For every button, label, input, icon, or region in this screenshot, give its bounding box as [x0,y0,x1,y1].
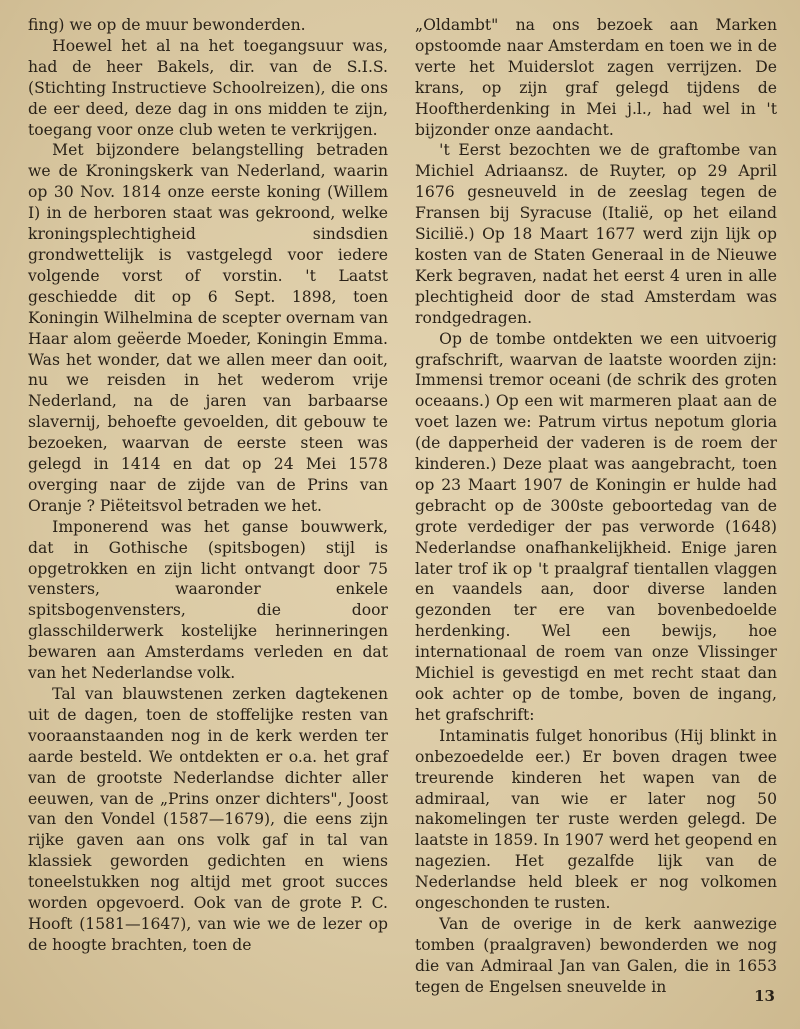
page-number: 13 [754,987,775,1005]
paragraph-3: Met bijzondere belangstelling betraden we de Kroningskerk van Nederland, waarin op 30 Nov. 1814 onze eerste koning (Willem I) in de herboren staat was gekroond, welke kroningsplechtigheid sindsdien grondwettelijk is vastgelegd voor iedere volgende vorst of vorstin. 't Laatst geschiedde dit op 6 Sept. 1898, toen Koningin Wilhelmina de scepter overnam van Haar alom geëerde Moeder, Koningin Emma. Was het wonder, dat we allen meer dan ooit, nu we reisden in het wederom vrije Nederland, na de jaren van barbaarse slavernij, behoefte gevoelden, dit gebouw te bezoeken, waarvan de eerste steen was gelegd in 1414 en dat op 24 Mei 1578 overging naar de zijde van de Prins van Oranje ? Piëteitsvol betraden we het. [28,141,388,515]
paragraph-8: Op de tombe ontdekten we een uitvoerig grafschrift, waarvan de laatste woorden zijn: Immensi tremor oceani (de schrik des groten oceaans.) Op een wit marmeren plaat aan de voet lazen we: Patrum virtus nepotum gloria (de dapperheid der vaderen is de roem der kinderen.) Deze plaat was aangebracht, toen op 23 Maart 1907 de Koningin er hulde had gebracht op de 300ste geboortedag van de grote verdediger der pas verworde (1648) Nederlandse onafhankelijkheid. Enige jaren later trof ik op 't praalgraf tientallen vlaggen en vaandels aan, door diverse landen gezonden ter ere van bovenbedoelde herdenking. Wel een bewijs, hoe internationaal de roem van onze Vlissinger Michiel is gevestigd en met recht staat dan ook achter op de tombe, boven de ingang, het grafschrift: [415,329,777,724]
left-column [28,15,388,956]
paragraph-5: Tal van blauwstenen zerken dagtekenen uit de dagen, toen de stoffelijke resten van vooraanstaanden nog in de kerk werden ter aarde besteld. We ontdekten er o.a. het graf van de grootste Nederlandse dichter aller eeuwen, van de „Prins onzer dichters", Joost van den Vondel (1587—1679), die eens zijn rijke gaven aan ons volk gaf in tal van klassiek geworden gedichten en wiens toneelstukken nog altijd met groot succes worden opgevoerd. Ook van de grote P. C. Hooft (1581—1647), van wie we de lezer op de hoogte brachten, toen de [28,685,388,954]
paragraph-7: 't Eerst bezochten we de graftombe van Michiel Adriaansz. de Ruyter, op 29 April 1676 gesneuveld in de zeeslag tegen de Fransen bij Syracuse (Italië, op het eiland Sicilië.) Op 18 Maart 1677 werd zijn lijk op kosten van de Staten Generaal in de Nieuwe Kerk begraven, nadat het eerst 4 uren in alle plechtigheid door de stad Amsterdam was rondgedragen. [415,141,777,327]
paragraph-6: „Oldambt" na ons bezoek aan Marken opstoomde naar Amsterdam en toen we in de verte het Muiderslot zagen verrijzen. De krans, op zijn graf gelegd tijdens de Hooftherdenking in Mei j.l., had wel in 't bijzonder onze aandacht. [415,16,777,139]
paragraph-9: Intaminatis fulget honoribus (Hij blinkt in onbezoedelde eer.) Er boven dragen twee treurende kinderen het wapen van de admiraal, van wie er later nog 50 nakomelingen ter ruste werden gelegd. De laatste in 1859. In 1907 werd het geopend en nagezien. Het gezalfde lijk van de Nederlandse held bleek er nog volkomen ongeschonden te rusten. [415,726,777,913]
right-column [415,15,777,998]
paragraph-10: Van de overige in de kerk aanwezige tomben (praalgraven) bewonderden we nog die van Admiraal Jan van Galen, die in 1653 tegen de Engelsen sneuvelde in [415,914,777,996]
paragraph-1: fing) we op de muur bewonderden. [28,16,306,34]
paragraph-2: Hoewel het al na het toegangsuur was, had de heer Bakels, dir. van de S.I.S. (Stichting Instructieve Schoolreizen), die ons de eer deed, deze dag in ons midden te zijn, toegang voor onze club weten te verkrijgen. [28,36,388,139]
paragraph-4: Imponerend was het ganse bouwwerk, dat in Gothische (spitsbogen) stijl is opgetrokken en zijn licht ontvangt door 75 vensters, waaronder enkele spitsbogenvensters, die door glasschilderwerk kostelijke herinneringen bewaren aan Amsterdams verleden en dat van het Nederlandse volk. [28,517,388,683]
